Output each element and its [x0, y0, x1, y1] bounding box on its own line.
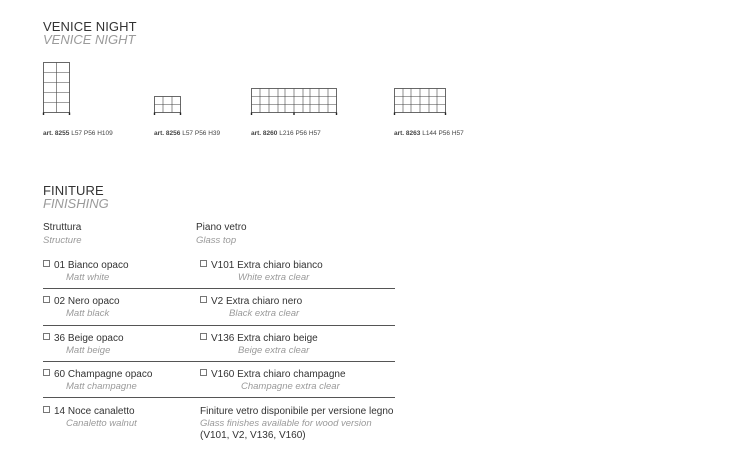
glass-option-v160[interactable]: [200, 369, 346, 380]
glass-option-label-en: White extra clear: [238, 272, 310, 283]
glass-option-v101[interactable]: [200, 260, 323, 271]
product-dims: L144 P56 H57: [422, 130, 464, 137]
cabinet-8260-drawing: [251, 88, 337, 116]
product-caption-8260: [251, 130, 321, 137]
cabinet-8263-drawing: [394, 88, 446, 116]
checkbox-icon[interactable]: [200, 260, 207, 267]
row-divider: [43, 397, 395, 398]
structure-option-02[interactable]: [43, 296, 120, 307]
glass-option-v2[interactable]: [200, 296, 302, 307]
finishing-title: FINITURE: [43, 183, 104, 198]
structure-heading-en: Structure: [43, 235, 82, 246]
glass-option-label: V136 Extra chiaro beige: [211, 333, 318, 344]
structure-option-label: 14 Noce canaletto: [54, 406, 135, 417]
row-divider: [43, 361, 395, 362]
cabinet-8256-drawing: [154, 96, 181, 116]
structure-heading: Struttura: [43, 222, 82, 233]
structure-option-60[interactable]: [43, 369, 152, 380]
wood-glass-note: Finiture vetro disponibile per versione legno: [200, 406, 394, 417]
product-code: art. 8263: [394, 130, 421, 137]
product-code: art. 8260: [251, 130, 278, 137]
structure-option-14[interactable]: [43, 406, 135, 417]
checkbox-icon[interactable]: [43, 406, 50, 413]
checkbox-icon[interactable]: [43, 333, 50, 340]
wood-glass-note-en: Glass finishes available for wood version: [200, 418, 372, 429]
checkbox-icon[interactable]: [43, 296, 50, 303]
product-dims: L57 P56 H109: [71, 130, 113, 137]
glass-option-v136[interactable]: [200, 333, 318, 344]
collection-title: VENICE NIGHT: [43, 19, 137, 34]
product-code: art. 8255: [43, 130, 70, 137]
glass-option-label: V160 Extra chiaro champagne: [211, 369, 346, 380]
checkbox-icon[interactable]: [43, 260, 50, 267]
structure-option-label-en: Canaletto walnut: [66, 418, 137, 429]
row-divider: [43, 288, 395, 289]
wood-glass-codes: (V101, V2, V136, V160): [200, 430, 306, 441]
structure-option-01[interactable]: [43, 260, 129, 271]
structure-option-label-en: Matt white: [66, 272, 110, 283]
cabinet-8255-drawing: [43, 62, 70, 116]
checkbox-icon[interactable]: [200, 369, 207, 376]
checkbox-icon[interactable]: [43, 369, 50, 376]
product-caption-8255: [43, 130, 113, 137]
glass-option-label-en: Black extra clear: [229, 308, 300, 319]
structure-option-label-en: Matt black: [66, 308, 110, 319]
glass-heading: Piano vetro: [196, 222, 247, 233]
structure-option-label: 36 Beige opaco: [54, 333, 124, 344]
product-caption-8256: [154, 130, 220, 137]
glass-option-label: V2 Extra chiaro nero: [211, 296, 303, 307]
finishing-subtitle: FINISHING: [43, 196, 109, 211]
checkbox-icon[interactable]: [200, 296, 207, 303]
glass-option-label-en: Champagne extra clear: [241, 381, 340, 392]
collection-subtitle: VENICE NIGHT: [43, 32, 136, 47]
glass-heading-en: Glass top: [196, 235, 237, 246]
structure-option-label-en: Matt champagne: [66, 381, 137, 392]
row-divider: [43, 325, 395, 326]
structure-option-label-en: Matt beige: [66, 345, 111, 356]
structure-option-label: 01 Bianco opaco: [54, 260, 129, 271]
structure-option-label: 60 Champagne opaco: [54, 369, 153, 380]
product-dims: L216 P56 H57: [279, 130, 321, 137]
glass-option-label: V101 Extra chiaro bianco: [211, 260, 323, 271]
checkbox-icon[interactable]: [200, 333, 207, 340]
glass-option-label-en: Beige extra clear: [238, 345, 310, 356]
structure-option-36[interactable]: [43, 333, 124, 344]
product-dims: L57 P56 H39: [182, 130, 221, 137]
structure-option-label: 02 Nero opaco: [54, 296, 120, 307]
product-caption-8263: [394, 130, 464, 137]
product-code: art. 8256: [154, 130, 181, 137]
